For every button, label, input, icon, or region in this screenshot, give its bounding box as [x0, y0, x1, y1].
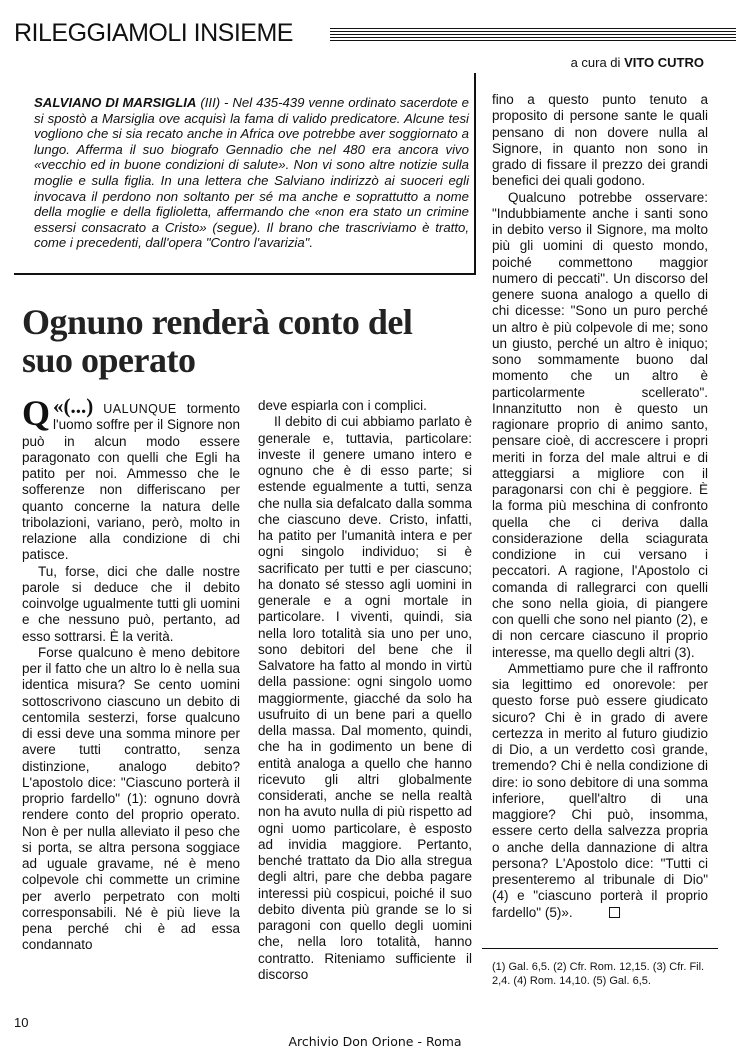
intro-lead: SALVIANO DI MARSIGLIA — [34, 95, 197, 110]
article-paragraph: fino a questo punto tenuto a proposito di persone sante le quali pensano di non dovere nulla al Signore, in quanto non sono in grado di fissare il prezzo dei grandi benefici dei quali godono. — [492, 92, 708, 189]
intro-paragraph — [34, 95, 469, 251]
curator-name: VITO CUTRO — [624, 55, 704, 70]
article-paragraph — [492, 661, 708, 921]
curator-credit — [571, 55, 704, 70]
section-header — [14, 18, 736, 48]
drop-cap: Q — [22, 393, 51, 433]
end-of-article-mark — [609, 907, 620, 918]
curator-prefix: a cura di — [570, 55, 621, 70]
footnotes-divider — [482, 948, 718, 949]
opening-quote: «(...) — [53, 394, 94, 418]
section-title: RILEGGIAMOLI INSIEME — [14, 19, 293, 47]
paragraph-text: tormento l'uomo soffre per il Signore non può in alcun modo essere paragonato con quelli che Egli ha patito per noi. Ammesso che le sofferenze non differiscano per quanto concerne la natura delle tribolazioni, variano, però, molto in relazione alla condizione di chi patisce. — [22, 401, 240, 563]
article-paragraph: Qualcuno potrebbe osservare: "Indubbiamente anche i santi sono in debito verso il Signore, ma molto più gli uomini di questo mondo, poiché commettono maggior numero di peccati". Un discorso del genere suona analogo a quello di chi dicesse: "Sono un puro perché un altro è più colpevole di me; sono un giusto, perché un altro è iniquo; sono sommamente buono dal momento che un altro è particolarmente scellerato". Innanzitutto non è questo un ragionare proprio di animo santo, pensare cioè, di accrescere i propri meriti in forza del male altrui e di atteggiarsi a migliore con il paragonarsi con chi è peggiore. È la forma più meschina di confronto quella che ci deriva dalla considerazione della sciagurata condizione in cui versano i peccatori. A ragione, l'Apostolo ci comanda di rallegrarci con quelli che sono nella gioia, di piangere con quelli che sono nel pianto (2), e di non cercare ciascuno il proprio interesse, ma quello degli altri (3). — [492, 189, 708, 660]
article-column-1 — [22, 393, 240, 954]
lead-caps: UALUNQUE — [103, 402, 177, 416]
archive-watermark: Archivio Don Orione - Roma — [288, 1034, 462, 1049]
article-paragraph: Forse qualcuno è meno debitore per il fatto che un altro lo è nella sua identica misura? Se cento uomini sottoscrivono ciascuno un debito di centomila sesterzi, forse qualcuno di essi deve una somma minore per avere tutti contratto, senza distinzione, analogo debito? L'apostolo dice: "Ciascuno porterà il proprio fardello" (1): ognuno dovrà rendere conto del proprio operato. Non è per nulla alleviato il peso che si porta, se altra persona soggiace ad uguale gravame, né è meno colpevole chi commette un crimine per averlo perpetrato con molti corresponsabili. Né è più lieve la pena perché chi è ad essa condannato — [22, 644, 240, 953]
article-column-2 — [258, 398, 472, 983]
header-rule-lines — [330, 28, 736, 41]
article-title: Ognuno renderà conto del suo operato — [22, 302, 413, 380]
page-number: 10 — [14, 1015, 29, 1030]
article-paragraph: Il debito di cui abbiamo parlato è generale e, tuttavia, particolare: investe il genere umano intero e ognuno che è di esso parte; si estende egualmente a tutti, senza che nulla sia defalcato dalla somma che ciascuno deve. Cristo, infatti, ha patito per l'umanità intera e per ogni singolo individuo; si è sacrificato per tutti e per ciascuno; ha donato sé stesso agli uomini in generale e a ogni mortale in particolare. I viventi, quindi, sia nella loro totalità sia uno per uno, sono debitori del bene che il Salvatore ha fatto al mondo in virtù della passione: ogni singolo uomo maggiormente, giacché da solo ha usufruito di un bene pari a quello della massa. Dal momento, quindi, che ha in godimento un bene di entità analoga a quello che hanno ricevuto gli altri globalmente considerati, anche se nella realtà non ha avuto nulla di più rispetto ad ogni uomo particolare, è esposto ad invidia maggiore. Pertanto, benché trattato da Dio alla stregua degli altri, pare che debba pagare interessi più cospicui, poiché il suo debito diventa più grande se lo si paragoni con quello degli uomini che, nella loro totalità, hanno contratto. Riteniamo sufficiente il discorso — [258, 414, 472, 982]
intro-body: (III) - Nel 435-439 venne ordinato sacerdote e si spostò a Marsiglia ove acquisì la fama di valido predicatore. Alcune tesi vogliono che si sia recato anche in Africa ove potrebbe aver soggiornato a lungo. Afferma il suo biografo Gennadio che nel 480 era ancora vivo «vecchio ed in buone condizioni di salute». Non vi sono altre notizie sulla moglie e sulla figlia. In una lettera che Salviano indirizzò ai suoceri egli invocava il perdono non soltanto per sé ma anche e soprattutto a nome della moglie e della figlioletta, affermando che «non era stato un crimine essersi consacrato a Cristo» (segue). Il brano che trascriviamo è tratto, come i precedenti, dall'opera "Contro l'avarizia". — [34, 95, 469, 251]
article-paragraph — [22, 393, 240, 564]
article-paragraph: Tu, forse, dici che dalle nostre parole si deduce che il debito coinvolge ugualmente tutti gli uomini e che nessuno può, pertanto, ad esso sottrarsi. È la verità. — [22, 563, 240, 644]
footnotes: (1) Gal. 6,5. (2) Cfr. Rom. 12,15. (3) Cfr. Fil. 2,4. (4) Rom. 14,10. (5) Gal. 6,5. — [492, 961, 705, 987]
article-paragraph: deve espiarla con i complici. — [258, 398, 427, 413]
paragraph-text: Ammettiamo pure che il raffronto sia legittimo ed onorevole: per questo forse può essere giudicato sicuro? Chi è in grado di avere certezza in merito al futuro giudizio di Dio, a un verdetto così grande, tremendo? Chi è nella condizione di dire: io sono debitore di una somma inferiore, quell'altro di una maggiore? Chi può, insomma, essere certo della salvezza propria o anche della dannazione di altra persona? L'Apostolo dice: "Tutti ci presenteremo al tribunale di Dio" (4) e "ciascuno porterà il proprio fardello" (5)». — [492, 660, 708, 920]
article-column-3 — [492, 92, 708, 921]
